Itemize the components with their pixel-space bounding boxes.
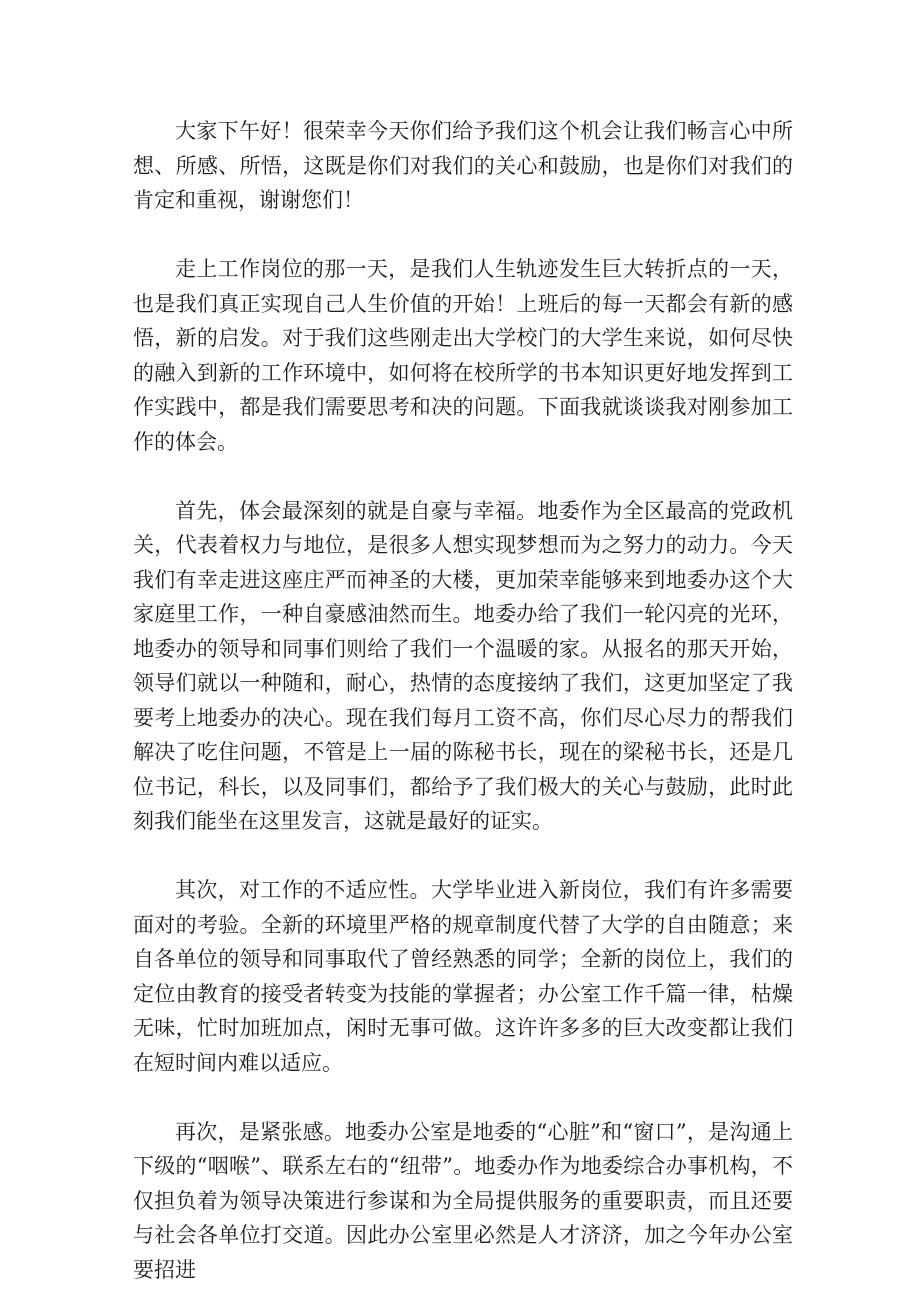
paragraph-pride-happiness: 首先，体会最深刻的就是自豪与幸福。地委作为全区最高的党政机关，代表着权力与地位，是很多人想实现梦想而为之努力的动力。今天我们有幸走进这座庄严而神圣的大楼，更加荣幸能够来到地委办这个大家庭里工作，一种自豪感油然而生。地委办给了我们一轮闪亮的光环，地委办的领导和同事们则给了我们一个温暖的家。从报名的那天开始，领导们就以一种随和，耐心，热情的态度接纳了我们，这更加坚定了我要考上地委办的决心。现在我们每月工资不高，你们尽心尽力的帮我们解决了吃住问题，不管是上一届的陈秘书长，现在的梁秘书长，还是几位书记，科长，以及同事们，都给予了我们极大的关心与鼓励，此时此刻我们能坐在这里发言，这就是最好的证实。 — [133, 498, 793, 833]
document-body — [133, 114, 793, 1287]
paragraph-tension: 再次，是紧张感。地委办公室是地委的“心脏”和“窗口”，是沟通上下级的“咽喉”、联系左右的“纽带”。地委办作为地委综合办事机构，不仅担负着为领导决策进行参谋和为全局提供服务的重要职责，而且还要与社会各单位打交道。因此办公室里必然是人才济济，加之今年办公室要招进 — [133, 1119, 793, 1282]
paragraph-maladjustment: 其次，对工作的不适应性。大学毕业进入新岗位，我们有许多需要面对的考验。全新的环境里严格的规章制度代替了大学的自由随意；来自各单位的领导和同事取代了曾经熟悉的同学；全新的岗位上，我们的定位由教育的接受者转变为技能的掌握者；办公室工作千篇一律，枯燥无味，忙时加班加点，闲时无事可做。这许许多多的巨大改变都让我们在短时间内难以适应。 — [133, 878, 793, 1075]
paragraph-greeting: 大家下午好！很荣幸今天你们给予我们这个机会让我们畅言心中所想、所感、所悟，这既是你们对我们的关心和鼓励，也是你们对我们的肯定和重视，谢谢您们！ — [133, 119, 793, 212]
paragraph-first-day: 走上工作岗位的那一天，是我们人生轨迹发生巨大转折点的一天，也是我们真正实现自己人生价值的开始！上班后的每一天都会有新的感悟，新的启发。对于我们这些刚走出大学校门的大学生来说，如何尽快的融入到新的工作环境中，如何将在校所学的书本知识更好地发挥到工作实践中，都是我们需要思考和决的问题。下面我就谈谈我对刚参加工作的体会。 — [133, 257, 793, 454]
